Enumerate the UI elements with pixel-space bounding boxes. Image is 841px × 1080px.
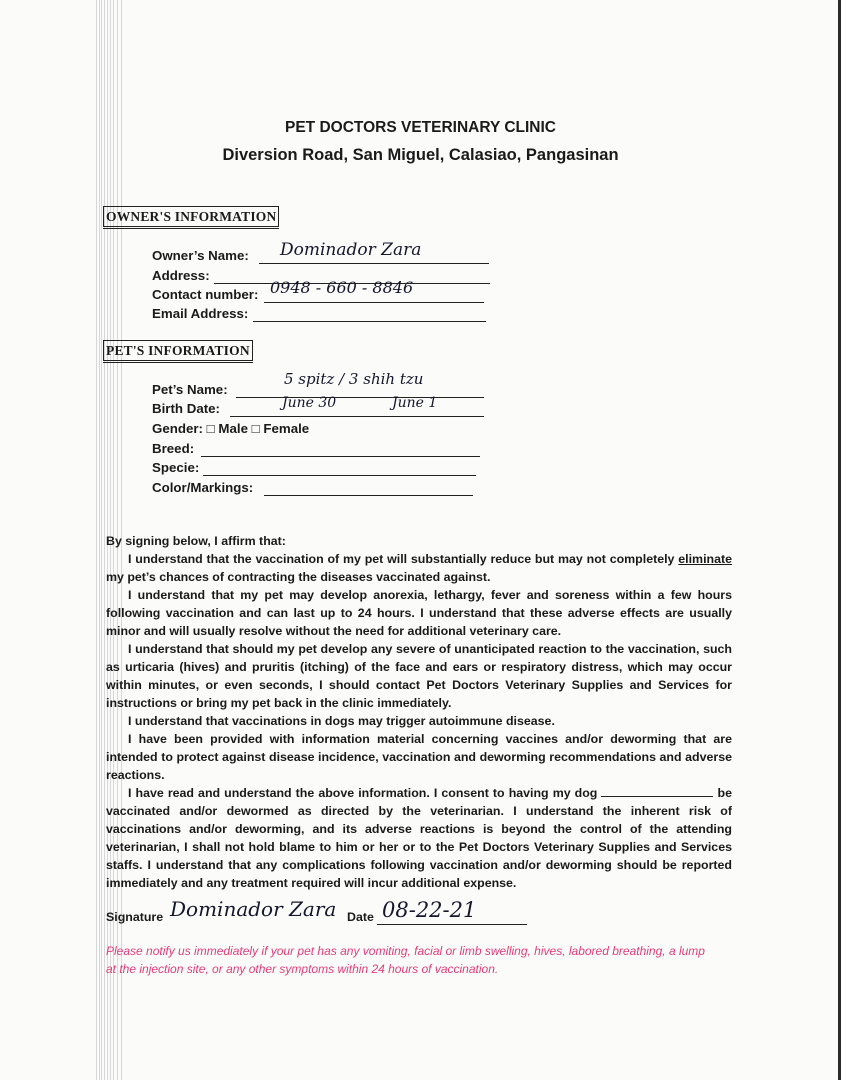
birth-date-value-2: June 1: [392, 395, 438, 411]
birth-date-value-1: June 30: [282, 395, 337, 411]
owner-section-title: OWNER'S INFORMATION: [103, 206, 279, 227]
pet-name-label: Pet’s Name:: [152, 382, 228, 397]
consent-paragraph-3: I understand that should my pet develop any severe of unanticipated reaction to the vaccination, such as urticaria (hives) and pruritis (itching) of the face and ears or respiratory distress, which may occur within minutes, or even seconds, I should contact Pet Doctors Veterinary Supplies and Services for instructions or bring my pet back in the clinic immediately.: [106, 642, 732, 710]
contact-value: 0948 - 660 - 8846: [270, 278, 414, 297]
clinic-address: Diversion Road, San Miguel, Calasiao, Pangasinan: [222, 146, 619, 164]
clinic-name: PET DOCTORS VETERINARY CLINIC: [285, 119, 556, 136]
date-line: [377, 924, 527, 925]
address-label: Address:: [152, 268, 210, 283]
specie-label: Specie:: [152, 460, 200, 475]
pet-section-title: PET'S INFORMATION: [103, 340, 253, 361]
consent-paragraph-4: I understand that vaccinations in dogs may trigger autoimmune disease.: [128, 714, 555, 728]
signature-value[interactable]: Dominador Zara: [170, 897, 337, 921]
gender-options[interactable]: Gender: □ Male □ Female: [152, 421, 310, 436]
consent-paragraph-5: I have been provided with information material concerning vaccines and/or deworming that are intended to protect against disease incidence, vaccination and deworming recommendations and adverse reactions.: [106, 732, 732, 782]
contact-label: Contact number:: [152, 287, 259, 302]
consent-paragraph-2: I understand that my pet may develop anorexia, lethargy, fever and soreness within a few hours following vaccination and can last up to 24 hours. I understand that these adverse effects are usually minor and will usually resolve without the need for additional veterinary care.: [106, 588, 732, 638]
pet-name-value: 5 spitz / 3 shih tzu: [284, 370, 424, 388]
date-label: Date: [347, 910, 374, 924]
consent-intro: By signing below, I affirm that:: [106, 534, 286, 548]
consent-text: [106, 532, 732, 892]
email-label: Email Address:: [152, 306, 249, 321]
signature-label: Signature: [106, 910, 164, 924]
dog-name-blank[interactable]: [601, 786, 713, 797]
consent-paragraph-6: I have read and understand the above information. I consent to having my dog be vaccinated and/or dewormed as directed by the veterinarian. I understand the inherent risk of vaccinations and/or deworming, and its adverse reactions is beyond the control of the attending veterinarian, I shall not hold blame to him or her or to the Pet Doctors Veterinary Supplies and Services staffs. I understand that any complications following vaccination and/or deworming should be reported immediately and any treatment required will incur additional expense.: [106, 786, 732, 890]
owner-name-label: Owner’s Name:: [152, 248, 249, 263]
color-markings-label: Color/Markings:: [152, 480, 254, 495]
consent-paragraph-1: I understand that the vaccination of my pet will substantially reduce but may not completely eliminate my pet’s chances of contracting the diseases vaccinated against.: [106, 552, 732, 584]
vaccination-notice: Please notify us immediately if your pet has any vomiting, facial or limb swelling, hives, labored breathing, a lump at the injection site, or any other symptoms within 24 hours of vaccination.: [106, 944, 705, 976]
date-value[interactable]: 08-22-21: [382, 898, 477, 922]
owner-name-value: Dominador Zara: [280, 240, 422, 260]
birth-date-label: Birth Date:: [152, 401, 220, 416]
breed-label: Breed:: [152, 441, 195, 456]
